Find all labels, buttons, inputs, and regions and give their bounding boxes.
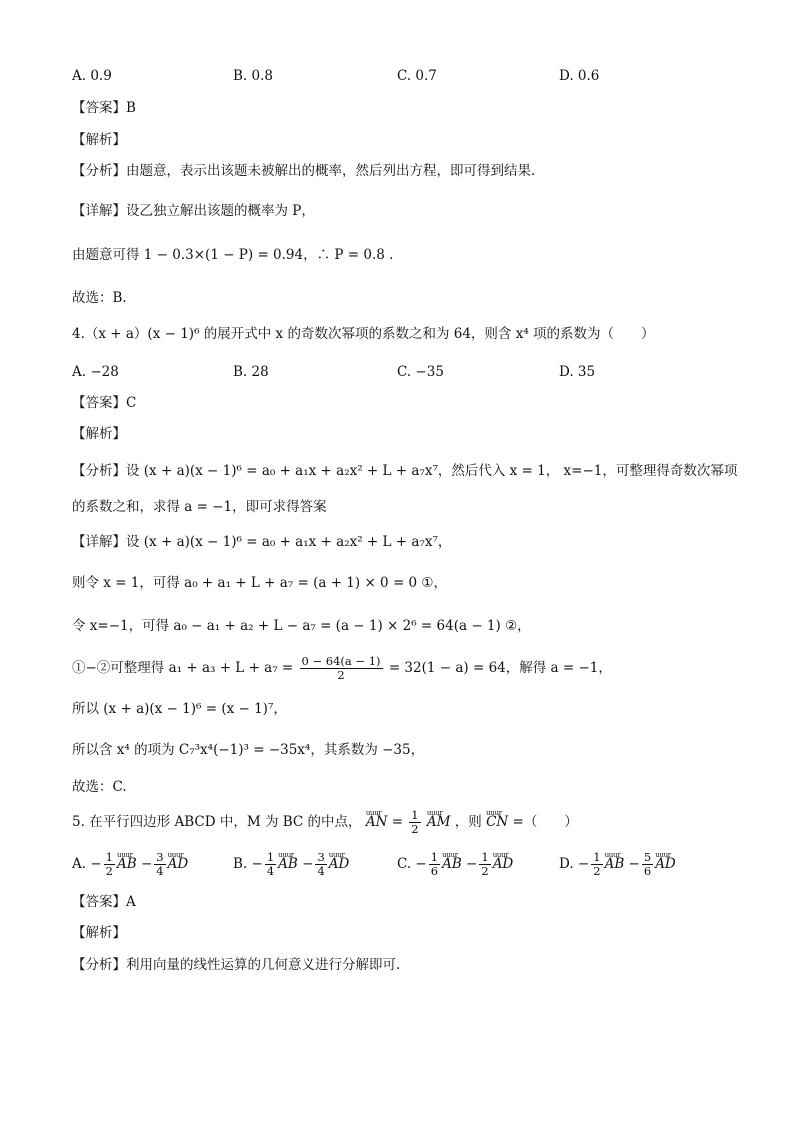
fraction-denominator: 4 xyxy=(156,864,164,878)
q5-option-a: A. − $\frac{1}{2}$ uuur AB − $\frac{3}{4}$ uuur AD xyxy=(72,850,188,878)
q5-option-d: D. − $\frac{1}{2}$ uuur AB − $\frac{5}{6}$ uuur AD xyxy=(559,850,676,878)
q4-option-a: A. −28 xyxy=(72,364,119,380)
fraction-numerator: 3 xyxy=(317,850,325,864)
q4-option-b: B. 28 xyxy=(233,364,269,380)
fraction-numerator: 1 xyxy=(481,850,489,864)
q5-stem xyxy=(72,808,578,836)
q3-xiangjie-line-1: 【详解】设乙独立解出该题的概率为 P， xyxy=(72,203,315,219)
fraction-numerator: 1 xyxy=(430,850,439,864)
option-fraction-1 xyxy=(591,851,602,878)
option-fraction-2 xyxy=(479,851,490,878)
fraction-numerator: 1 xyxy=(266,850,275,864)
q4-analysis-heading: 【解析】 xyxy=(72,426,126,442)
option-fraction-2 xyxy=(154,851,165,878)
q4-xiangjie-line-3: 令 x=−1，可得 a₀ − a₁ + a₂ + L − a₇ = (a − 1) × 2⁶ = 64(a − 1) ②， xyxy=(72,618,531,634)
q4-fenxi-line-2: 的系数之和，求得 a = −1，即可求得答案 xyxy=(72,499,327,515)
vector-ad: uuur AD xyxy=(493,850,514,878)
fraction-numerator: 5 xyxy=(643,850,652,864)
option-fraction-1 xyxy=(104,851,115,878)
vector-ab: uuur AB xyxy=(278,850,298,878)
q5-stem-text-c: =（ ） xyxy=(512,814,578,830)
q5-stem-text-b: ，则 xyxy=(454,814,482,830)
q3-analysis-heading: 【解析】 xyxy=(72,132,126,148)
fraction-numerator: 1 xyxy=(593,850,601,864)
q4-xiangjie-4-left: ①−②可整理得 a₁ + a₃ + L + a₇ = xyxy=(72,660,294,676)
fraction-denominator: 4 xyxy=(266,864,275,878)
option-fraction-1 xyxy=(429,851,440,878)
q4-option-d: D. 35 xyxy=(559,364,596,380)
q5-stem-equals: = xyxy=(391,814,403,830)
q4-xiangjie-4-right: = 32(1 − a) = 64，解得 a = −1， xyxy=(388,660,612,676)
q4-xiangjie-line-1: 【详解】设 (x + a)(x − 1)⁶ = a₀ + a₁x + a₂x² + L + a₇x⁷， xyxy=(72,534,452,550)
q4-conclusion: 故选：C. xyxy=(72,779,127,795)
q3-xiangjie-line-2: 由题意可得 1 − 0.3×(1 − P) = 0.94，∴ P = 0.8 . xyxy=(72,247,394,263)
fraction-numerator: 1 xyxy=(411,808,419,822)
q3-conclusion: 故选：B. xyxy=(72,290,127,306)
fraction-denominator: 2 xyxy=(337,668,345,682)
q4-xiangjie-line-6: 所以含 x⁴ 的项为 C₇³x⁴(−1)³ = −35x⁴，其系数为 −35， xyxy=(72,742,425,758)
q5-fenxi: 【分析】利用向量的线性运算的几何意义进行分解即可. xyxy=(72,957,401,973)
fraction-denominator: 6 xyxy=(430,864,439,878)
option-fraction-1 xyxy=(265,851,276,878)
fraction-denominator: 2 xyxy=(105,864,113,878)
vector-ad: uuur AD xyxy=(329,850,350,878)
q5-analysis-heading: 【解析】 xyxy=(72,925,126,941)
fraction-denominator: 2 xyxy=(593,864,601,878)
q4-xiangjie-4-fraction xyxy=(300,655,383,682)
option-letter: B. xyxy=(233,856,248,872)
fraction-denominator: 2 xyxy=(411,822,419,836)
q3-option-c: C. 0.7 xyxy=(397,68,437,84)
vector-an: uuur AN xyxy=(366,808,388,836)
option-letter: C. xyxy=(397,856,412,872)
vector-ab: uuur AB xyxy=(442,850,462,878)
fraction-denominator: 2 xyxy=(481,864,489,878)
q4-xiangjie-line-4 xyxy=(72,654,612,682)
vector-ab: uuur AB xyxy=(605,850,625,878)
fraction-numerator: 1 xyxy=(105,850,113,864)
fraction-numerator: 0 − 64(a − 1) xyxy=(301,654,381,668)
q3-answer: 【答案】B xyxy=(72,100,136,116)
option-fraction-2 xyxy=(642,851,653,878)
q4-xiangjie-line-5: 所以 (x + a)(x − 1)⁶ = (x − 1)⁷， xyxy=(72,701,287,717)
option-fraction-2 xyxy=(315,851,326,878)
fraction-numerator: 3 xyxy=(156,850,164,864)
fraction-denominator: 4 xyxy=(317,864,325,878)
option-letter: D. xyxy=(559,856,574,872)
q5-stem-text-a: 5. 在平行四边形 ABCD 中，M 为 BC 的中点， xyxy=(72,814,362,830)
q5-stem-half xyxy=(409,809,420,836)
vector-ab: uuur AB xyxy=(117,850,137,878)
fraction-denominator: 6 xyxy=(643,864,652,878)
q4-xiangjie-line-2: 则令 x = 1，可得 a₀ + a₁ + L + a₇ = (a + 1) × 0 = 0 ①， xyxy=(72,575,448,591)
q3-option-a: A. 0.9 xyxy=(72,68,112,84)
vector-ad: uuur AD xyxy=(168,850,189,878)
q5-option-b: B. − $\frac{1}{4}$ uuur AB − $\frac{3}{4}$ uuur AD xyxy=(233,850,349,878)
q4-answer: 【答案】C xyxy=(72,395,137,411)
vector-am: uuur AM xyxy=(427,808,451,836)
q3-option-d: D. 0.6 xyxy=(559,68,600,84)
vector-cn: uuur CN xyxy=(486,808,508,836)
q5-answer: 【答案】A xyxy=(72,894,136,910)
option-letter: A. xyxy=(72,856,87,872)
vector-ad: uuur AD xyxy=(655,850,676,878)
q4-stem: 4.（x + a）(x − 1)⁶ 的展开式中 x 的奇数次幂项的系数之和为 64，则含 x⁴ 项的系数为（ ） xyxy=(72,326,655,342)
q3-fenxi: 【分析】由题意，表示出该题未被解出的概率，然后列出方程，即可得到结果. xyxy=(72,163,536,179)
q4-option-c: C. −35 xyxy=(397,364,444,380)
q4-fenxi-line-1: 【分析】设 (x + a)(x − 1)⁶ = a₀ + a₁x + a₂x² + L + a₇x⁷，然后代入 x = 1， x=−1，可整理得奇数次幂项 xyxy=(72,463,738,479)
q5-option-c: C. − $\frac{1}{6}$ uuur AB − $\frac{1}{2}$ uuur AD xyxy=(397,850,513,878)
q3-option-b: B. 0.8 xyxy=(233,68,273,84)
